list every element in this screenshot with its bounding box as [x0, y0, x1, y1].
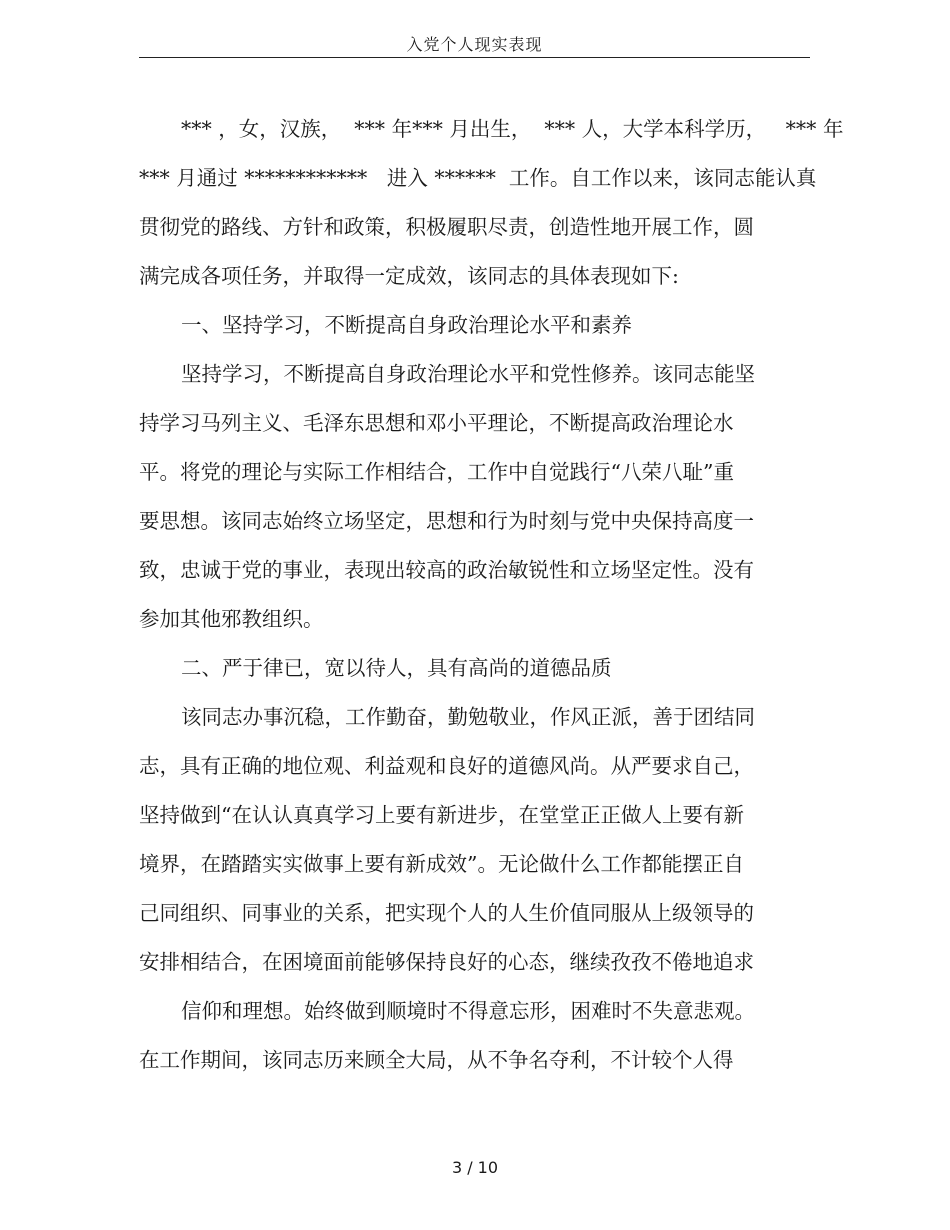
paragraph-line: 己同组织、同事业的关系，把实现个人的人生价值同服从上级领导的 [139, 901, 754, 925]
paragraph-line: 在工作期间，该同志历来顾全大局，从不争名夺利，不计较个人得 [139, 1048, 734, 1072]
page-header-title: 入党个人现实表现 [139, 34, 810, 58]
paragraph-line: 要思想。该同志始终立场坚定，思想和行为时刻与党中央保持高度一 [139, 509, 754, 533]
section-heading: 二、严于律已，宽以待人，具有高尚的道德品质 [181, 656, 612, 680]
paragraph-line: 志，具有正确的地位观、利益观和良好的道德风尚。从严要求自己， [139, 754, 754, 778]
paragraph-line: 坚持学习，不断提高自身政治理论水平和党性修养。该同志能坚 [181, 362, 755, 386]
paragraph-line: 持学习马列主义、毛泽东思想和邓小平理论，不断提高政治理论水 [139, 411, 734, 435]
paragraph-line: *** 月通过 ************ 进入 ****** 工作。自工作以来，该同志能认真 [139, 166, 817, 190]
paragraph-line: 致，忠诚于党的事业，表现出较高的政治敏锐性和立场坚定性。没有 [139, 558, 754, 582]
paragraph-line: 满完成各项任务，并取得一定成效，该同志的具体表现如下: [139, 264, 679, 288]
page-number: 3 / 10 [451, 1158, 499, 1177]
paragraph-line: 该同志办事沉稳，工作勤奋，勤勉敬业，作风正派，善于团结同 [181, 705, 755, 729]
paragraph-line: 平。将党的理论与实际工作相结合，工作中自觉践行“八荣八耻”重 [139, 460, 734, 484]
paragraph-line: 参加其他邪教组织。 [139, 607, 324, 631]
paragraph-line: 境界，在踏踏实实做事上要有新成效”。无论做什么工作都能摆正自 [139, 852, 744, 876]
paragraph-line: 坚持做到“在认认真真学习上要有新进步，在堂堂正正做人上要有新 [139, 803, 744, 827]
section-heading: 一、坚持学习，不断提高自身政治理论水平和素养 [181, 313, 632, 337]
paragraph-line: *** ，女，汉族， *** 年*** 月出生， *** 人，大学本科学历， *** 年 [181, 117, 844, 141]
paragraph-line: 安排相结合，在困境面前能够保持良好的心态，继续孜孜不倦地追求 [139, 950, 754, 974]
paragraph-line: 信仰和理想。始终做到顺境时不得意忘形，困难时不失意悲观。 [181, 999, 755, 1023]
paragraph-line: 贯彻党的路线、方针和政策，积极履职尽责，创造性地开展工作，圆 [139, 215, 754, 239]
